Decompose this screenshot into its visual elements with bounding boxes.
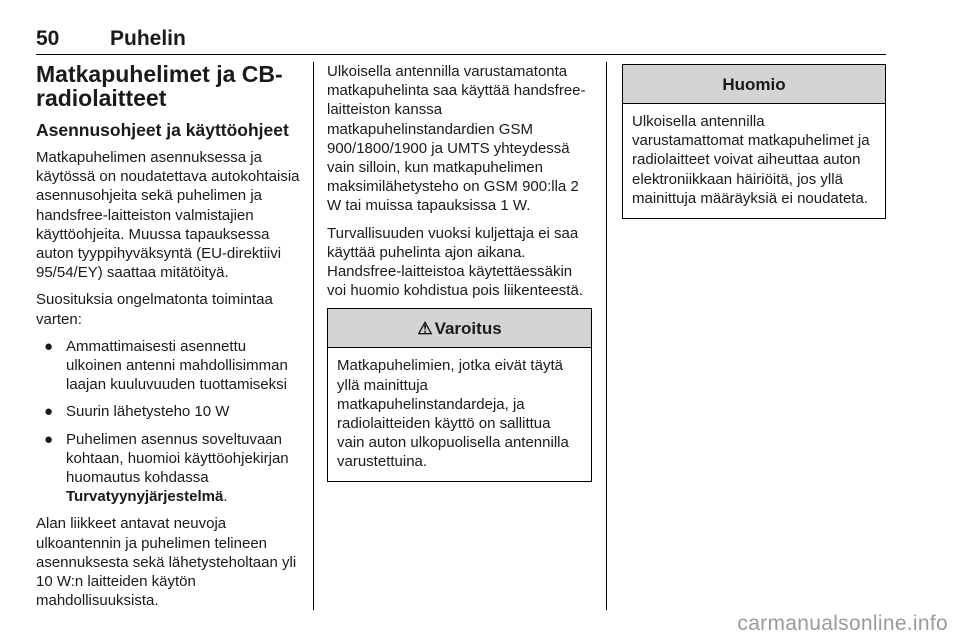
recommendations-list xyxy=(36,337,304,507)
warning-box xyxy=(327,308,592,481)
main-heading: Matkapuhelimet ja CB-radiolaitteet xyxy=(36,61,283,111)
notice-text: Ulkoisella antennilla varustamattomat matkapuhelimet ja radiolaitteet voivat aiheuttaa auton elektroniikkaan häiriöitä, jos yllä mainittuja määräyksiä ei noudateta. xyxy=(632,113,870,207)
notice-header: Huomio xyxy=(623,65,885,104)
list-item: ● Suurin lähetysteho 10 W xyxy=(44,403,230,421)
notice-box xyxy=(622,64,886,219)
column-left xyxy=(36,62,304,618)
recommendations-intro: Suosituksia ongelmatonta toimintaa varten: xyxy=(36,291,273,328)
list-item: ● Puhelimen asennus soveltuvaan kohtaan, huomioi käyttöohjekirjan huomautus kohdassa Turvatyynyjärjestelmä. xyxy=(44,430,289,506)
warning-header: ⚠ Varoitus xyxy=(328,309,591,348)
antenna-paragraph: Ulkoisella antennilla varustamatonta matkapuhelinta saa käyttää handsfree-laitteiston kanssa matkapuhelinstandardien GSM 900/1800/1900 ja UMTS yhteydessä vain silloin, kun matkapuhelimen maksimilähetysteho on GSM 900:lla 2 W tai muissa tapauksissa 1 W. xyxy=(327,63,586,215)
sub-heading: Asennusohjeet ja käyttöohjeet xyxy=(36,120,289,140)
watermark: carmanualsonline.info xyxy=(737,612,948,635)
column-divider xyxy=(313,62,314,610)
bullet-icon: ● xyxy=(44,337,54,355)
intro-paragraph: Matkapuhelimen asennuksessa ja käytössä on noudatettava autokohtaisia asennusohjeita sekä puhelimen ja handsfree-laitteiston valmistajien käyttöohjeita. Muussa tapauksessa auton tyyppihyväksyntä (EU-direktiivi 95/54/EY) saattaa mitätöityä. xyxy=(36,149,300,282)
section-title: Puhelin xyxy=(110,27,186,50)
header-rule xyxy=(36,54,886,55)
list-item: ● Ammattimaisesti asennettu ulkoinen antenni mahdollisimman laajan kuuluvuuden tuottamiseksi xyxy=(44,337,288,394)
dealer-advice-paragraph: Alan liikkeet antavat neuvoja ulkoantennin ja puhelimen telineen asennuksesta sekä lähetysteholtaan yli 10 W:n laitteiden käytön mahdollisuuksista. xyxy=(36,515,297,610)
column-divider xyxy=(606,62,607,610)
warning-text: Matkapuhelimien, jotka eivät täytä yllä mainittuja matkapuhelinstandardeja, ja radiolaitteiden käyttö on sallittua vain auton ulkopuolisella antennilla varustettuina. xyxy=(337,357,569,471)
column-middle xyxy=(327,62,592,482)
cross-reference-link[interactable]: Turvatyynyjärjestelmä xyxy=(66,488,224,506)
warning-triangle-icon: ⚠ xyxy=(417,319,433,339)
bullet-icon: ● xyxy=(44,430,54,448)
page-number: 50 xyxy=(36,27,60,50)
bullet-icon: ● xyxy=(44,403,54,421)
page-header xyxy=(36,27,886,51)
column-right xyxy=(622,62,886,219)
safety-paragraph: Turvallisuuden vuoksi kuljettaja ei saa käyttää puhelinta ajon aikana. Handsfree-laitteistoa käytettäessäkin voi huomio kohdistua pois liikenteestä. xyxy=(327,224,583,300)
